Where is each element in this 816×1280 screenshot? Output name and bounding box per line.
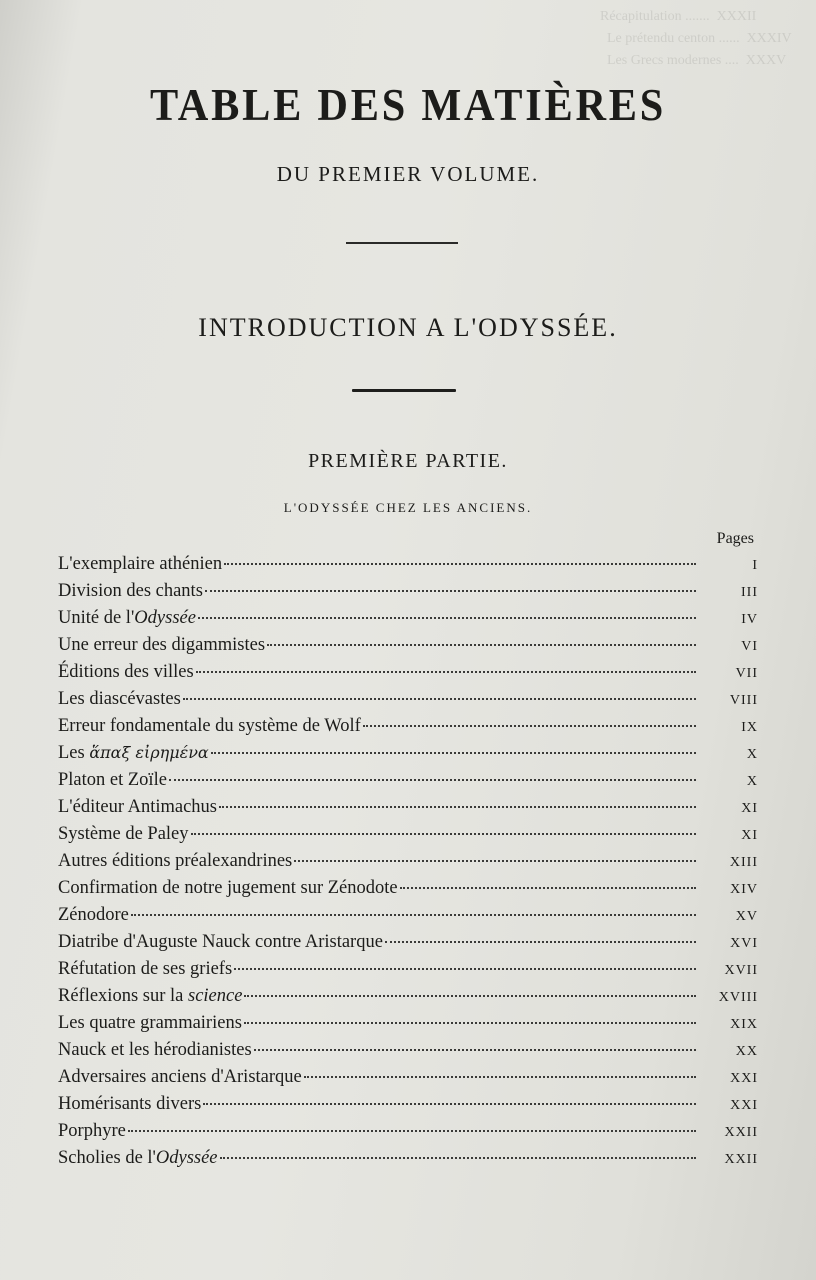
pages-column-label: Pages [716, 530, 754, 547]
toc-entry [58, 824, 758, 851]
toc-entry-title-italic: science [188, 986, 243, 1006]
bleed-through-text: Récapitulation ....... XXXII Le prétendu centon ...... XXXIV Les Grecs modernes .... XXXV [600, 9, 792, 68]
toc-entry-page: IX [741, 720, 758, 735]
dot-leader [385, 940, 696, 943]
toc-entry [58, 797, 758, 824]
toc-entry-page: XIII [729, 855, 758, 870]
dot-leader [191, 832, 696, 835]
toc-entry-title-italic: Odyssée [134, 608, 196, 628]
toc-entry-title: Platon et Zoïle [58, 770, 167, 790]
toc-entry-page: XVII [724, 963, 758, 978]
toc-entry-title-text: Scholies de l' [58, 1148, 156, 1168]
toc-entry [58, 905, 758, 932]
page-subtitle: DU PREMIER VOLUME. [276, 162, 540, 186]
page-title: TABLE DES MATIÈRES [149, 79, 667, 130]
dot-leader [196, 670, 696, 673]
dot-leader [254, 1048, 696, 1051]
toc-entry [58, 959, 758, 986]
toc-entry-title-text: Les [58, 743, 90, 763]
toc-entry-title: Zénodore [58, 905, 129, 925]
divider-rule [346, 242, 458, 244]
toc-entry-title: Une erreur des digammistes [58, 635, 266, 655]
toc-entry [58, 554, 758, 581]
toc-entry-title: Erreur fondamentale du système de Wolf [58, 716, 361, 736]
toc-entry-page: I [752, 558, 758, 573]
dot-leader [198, 616, 696, 619]
dot-leader [219, 805, 696, 808]
toc-entry-title [58, 743, 209, 764]
dot-leader [294, 859, 696, 862]
toc-entry-page: XXII [724, 1152, 758, 1167]
toc-entry [58, 689, 758, 716]
toc-entry-title: Porphyre [58, 1121, 126, 1141]
table-of-contents [58, 554, 758, 1175]
dot-leader [183, 697, 696, 700]
toc-entry-page: XXI [730, 1071, 758, 1086]
toc-entry-title: Les quatre grammairiens [58, 1013, 242, 1033]
toc-entry-title: Éditions des villes [58, 662, 194, 682]
toc-entry [58, 743, 758, 770]
toc-entry-title-italic: ἅπαξ εἰρημένα [89, 743, 209, 762]
dot-leader [234, 967, 696, 970]
toc-entry-title: Nauck et les hérodianistes [58, 1040, 252, 1060]
toc-entry [58, 851, 758, 878]
toc-entry-title: Les diascévastes [58, 689, 181, 709]
dot-leader [304, 1075, 696, 1078]
toc-entry-title [58, 1148, 218, 1169]
dot-leader [211, 751, 696, 754]
toc-entry [58, 1067, 758, 1094]
toc-entry-page: IV [741, 612, 758, 627]
toc-entry-title-text: Réflexions sur la [58, 986, 188, 1006]
dot-leader [205, 589, 696, 592]
toc-entry-page: III [741, 585, 758, 600]
toc-entry-title: L'éditeur Antimachus [58, 797, 218, 817]
toc-entry [58, 1013, 758, 1040]
section-title: INTRODUCTION A L'ODYSSÉE. [198, 313, 618, 342]
dot-leader [203, 1102, 696, 1105]
dot-leader [224, 562, 696, 565]
toc-entry [58, 770, 758, 797]
part-title: PREMIÈRE PARTIE. [308, 450, 508, 472]
toc-entry-title: Homérisants divers [58, 1094, 202, 1114]
toc-entry [58, 1094, 758, 1121]
toc-entry [58, 878, 758, 905]
dot-leader [400, 886, 696, 889]
toc-entry-page: VIII [729, 693, 758, 708]
dot-leader [169, 778, 696, 781]
dot-leader [220, 1156, 696, 1159]
toc-entry-page: X [746, 774, 758, 789]
toc-entry-title: Autres éditions préalexandrines [58, 851, 293, 871]
toc-entry [58, 1040, 758, 1067]
toc-entry-title-text: Unité de l' [58, 608, 135, 628]
toc-entry [58, 635, 758, 662]
toc-entry-title [58, 986, 242, 1007]
part-subtitle: L'ODYSSÉE CHEZ LES ANCIENS. [283, 500, 533, 515]
toc-entry-page: XX [735, 1044, 758, 1059]
toc-entry-title: Diatribe d'Auguste Nauck contre Aristarque [58, 932, 383, 952]
toc-entry-page: XIX [730, 1017, 758, 1032]
toc-entry [58, 986, 758, 1013]
divider-rule-thick [352, 389, 456, 392]
toc-entry-page: XXI [730, 1098, 758, 1113]
toc-entry-page: XVI [730, 936, 758, 951]
toc-entry-title: Confirmation de notre jugement sur Zénodote [58, 878, 398, 898]
toc-entry-title-italic: Odyssée [155, 1148, 218, 1168]
dot-leader [131, 913, 696, 916]
dot-leader [244, 994, 696, 997]
toc-entry [58, 608, 758, 635]
dot-leader [363, 724, 696, 727]
toc-entry [58, 1121, 758, 1148]
toc-entry-page: XIV [730, 882, 758, 897]
toc-entry-page: XI [741, 828, 758, 843]
toc-entry-title [58, 608, 196, 629]
dot-leader [128, 1129, 696, 1132]
toc-entry-page: XI [741, 801, 758, 816]
toc-entry-title: Système de Paley [58, 824, 189, 844]
toc-entry-title: Division des chants [58, 581, 203, 601]
toc-entry [58, 932, 758, 959]
toc-entry-title: Adversaires anciens d'Aristarque [58, 1067, 302, 1087]
toc-entry-page: XV [735, 909, 758, 924]
toc-entry-page: X [746, 747, 758, 762]
toc-entry-title: L'exemplaire athénien [58, 554, 223, 574]
dot-leader [267, 643, 696, 646]
toc-entry [58, 716, 758, 743]
toc-entry-page: XXII [724, 1125, 758, 1140]
toc-entry [58, 581, 758, 608]
toc-entry-page: VII [735, 666, 758, 681]
toc-entry-page: XVIII [718, 990, 758, 1005]
toc-entry [58, 662, 758, 689]
dot-leader [244, 1021, 696, 1024]
toc-entry-page: VI [741, 639, 758, 654]
toc-entry-title: Réfutation de ses griefs [58, 959, 233, 979]
toc-entry [58, 1148, 758, 1175]
